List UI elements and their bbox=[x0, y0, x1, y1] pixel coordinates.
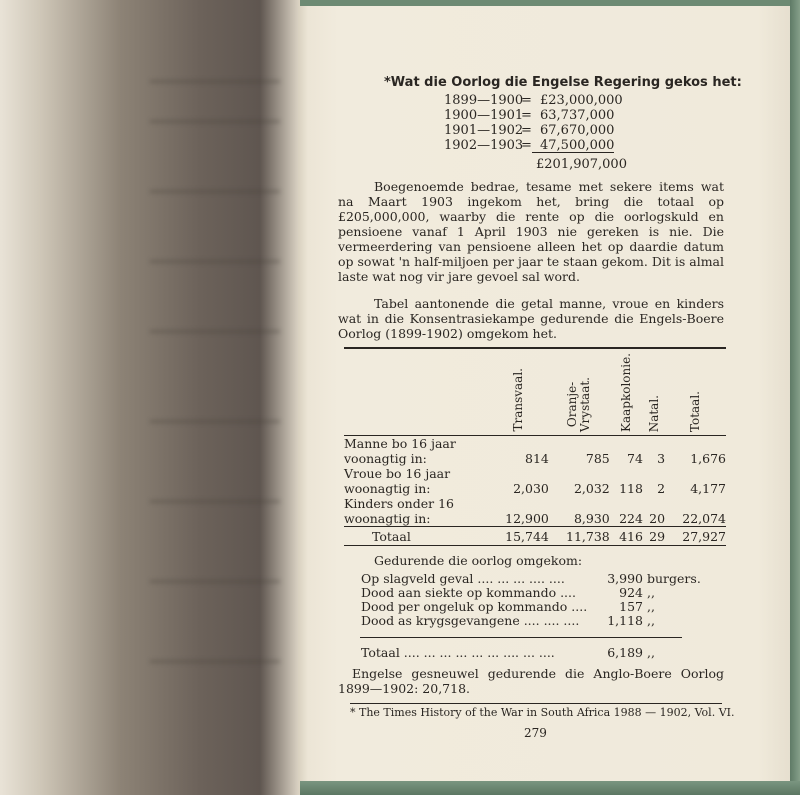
list-item bbox=[361, 614, 691, 628]
page-number: 279 bbox=[524, 726, 547, 740]
loss-value: 157 bbox=[619, 599, 643, 614]
equals-sign: = bbox=[521, 108, 532, 123]
loss-total-label: Totaal .... ... ... ... ... ... .... ... .... bbox=[361, 645, 555, 660]
paragraph-english-casualties: Engelse gesneuwel gedurende die Anglo-Boere Oorlog 1899—1902: 20,718. bbox=[338, 666, 724, 696]
cell: 814 bbox=[525, 451, 549, 466]
cost-total: £201,907,000 bbox=[536, 157, 627, 172]
row-label: Vroue bo 16 jaar woonagtig in: bbox=[344, 466, 451, 496]
page-title: *Wat die Oorlog die Engelse Regering gekos het: bbox=[384, 75, 742, 90]
loss-label: Dood aan siekte op kommando .... bbox=[361, 585, 576, 600]
cost-year: 1900—1901 bbox=[444, 108, 524, 123]
cost-year: 1899—1900 bbox=[444, 93, 524, 108]
cell: 15,744 bbox=[488, 527, 549, 546]
list-item bbox=[361, 586, 691, 600]
table-row bbox=[344, 466, 726, 496]
loss-unit: burgers. bbox=[647, 571, 701, 586]
cost-sum-rule bbox=[532, 152, 614, 153]
book-cover-edge-right bbox=[790, 0, 800, 795]
equals-sign: = bbox=[521, 93, 532, 108]
row-label: Totaal bbox=[344, 527, 488, 546]
losses-total bbox=[361, 645, 691, 660]
table-row bbox=[344, 436, 726, 467]
cell: 224 bbox=[619, 511, 643, 526]
table-header-row bbox=[344, 351, 726, 436]
column-header: Natal. bbox=[643, 351, 665, 436]
blurred-facing-page bbox=[0, 0, 310, 795]
cell: 11,738 bbox=[549, 527, 610, 546]
column-header: Totaal. bbox=[665, 351, 726, 436]
cost-amount: £23,000,000 bbox=[540, 93, 623, 108]
cell: 785 bbox=[585, 451, 610, 466]
cell: 74 bbox=[627, 451, 643, 466]
cost-year: 1902—1903 bbox=[444, 138, 524, 153]
loss-total-unit: ,, bbox=[647, 645, 655, 660]
column-header: Oranje- Vrystaat. bbox=[549, 351, 610, 436]
loss-label: Dood per ongeluk op kommando .... bbox=[361, 599, 588, 614]
column-header: Kaapkolonie. bbox=[610, 351, 643, 436]
loss-unit: ,, bbox=[647, 599, 655, 614]
paragraph-table-intro: Tabel aantonende die getal manne, vroue en kinders wat in die Konsentrasiekampe gedurende die Engels-Boere Oorlog (1899-1902) omgekom het. bbox=[338, 296, 724, 341]
cell: 12,900 bbox=[505, 511, 549, 526]
cost-equals bbox=[521, 93, 532, 153]
equals-sign: = bbox=[521, 123, 532, 138]
cost-amount: 63,737,000 bbox=[540, 108, 615, 123]
cell: 118 bbox=[619, 481, 643, 496]
loss-label: Op slagveld geval .... ... ... .... .... bbox=[361, 571, 565, 586]
loss-label: Dood as krygsgevangene .... .... .... bbox=[361, 613, 580, 628]
book-cover-edge-top bbox=[300, 0, 800, 6]
cell: 27,927 bbox=[665, 527, 726, 546]
losses-sum-rule bbox=[360, 637, 682, 638]
loss-unit: ,, bbox=[647, 585, 655, 600]
row-label: Kinders onder 16 woonagtig in: bbox=[344, 496, 454, 526]
cell: 20 bbox=[649, 511, 666, 526]
table-total-row bbox=[344, 527, 726, 546]
loss-value: 3,990 bbox=[607, 571, 643, 586]
cell: 2,032 bbox=[573, 481, 610, 496]
losses-heading: Gedurende die oorlog omgekom: bbox=[374, 553, 583, 568]
cell: 3 bbox=[657, 451, 666, 466]
column-header: Transvaal. bbox=[488, 351, 549, 436]
table-row bbox=[344, 496, 726, 527]
cell: 22,074 bbox=[682, 511, 726, 526]
cell: 8,930 bbox=[573, 511, 610, 526]
equals-sign: = bbox=[521, 138, 532, 153]
row-label: Manne bo 16 jaar voonagtig in: bbox=[344, 436, 456, 466]
cost-years bbox=[444, 93, 523, 153]
concentration-camp-table bbox=[344, 347, 726, 546]
cost-amount: 67,670,000 bbox=[540, 123, 615, 138]
cell: 416 bbox=[610, 527, 643, 546]
losses-list bbox=[361, 571, 701, 628]
header-label-spacer bbox=[344, 351, 488, 436]
paragraph-cost-notes: Boegenoemde bedrae, tesame met sekere items wat na Maart 1903 ingekom het, bring die totaal op £205,000,000, waarby die rente op die oorlogskuld en pensioene vanaf 1 April 1903 nie gereken is nie. Die vermeerdering van pensioene alleen het op daardie datum op sowat 'n half-miljoen per jaar te staan gekom. Dit is almal laste wat nog vir jare gevoel sal word. bbox=[338, 179, 724, 284]
loss-unit: ,, bbox=[647, 613, 655, 628]
loss-total-value: 6,189 bbox=[607, 645, 643, 660]
footnote: * The Times History of the War in South Africa 1988 — 1902, Vol. VI. bbox=[350, 703, 722, 720]
book-cover-edge-bottom bbox=[300, 781, 800, 795]
loss-value: 1,118 bbox=[607, 613, 643, 628]
cell: 4,177 bbox=[690, 481, 726, 496]
cell: 29 bbox=[643, 527, 665, 546]
cost-amount: 47,500,000 bbox=[540, 138, 615, 153]
cost-amounts bbox=[540, 93, 623, 153]
list-item bbox=[361, 571, 701, 586]
cell: 2 bbox=[657, 481, 666, 496]
list-item bbox=[361, 600, 691, 614]
cell: 2,030 bbox=[513, 481, 549, 496]
cell: 1,676 bbox=[690, 451, 726, 466]
loss-value: 924 bbox=[619, 585, 643, 600]
cost-year: 1901—1902 bbox=[444, 123, 524, 138]
